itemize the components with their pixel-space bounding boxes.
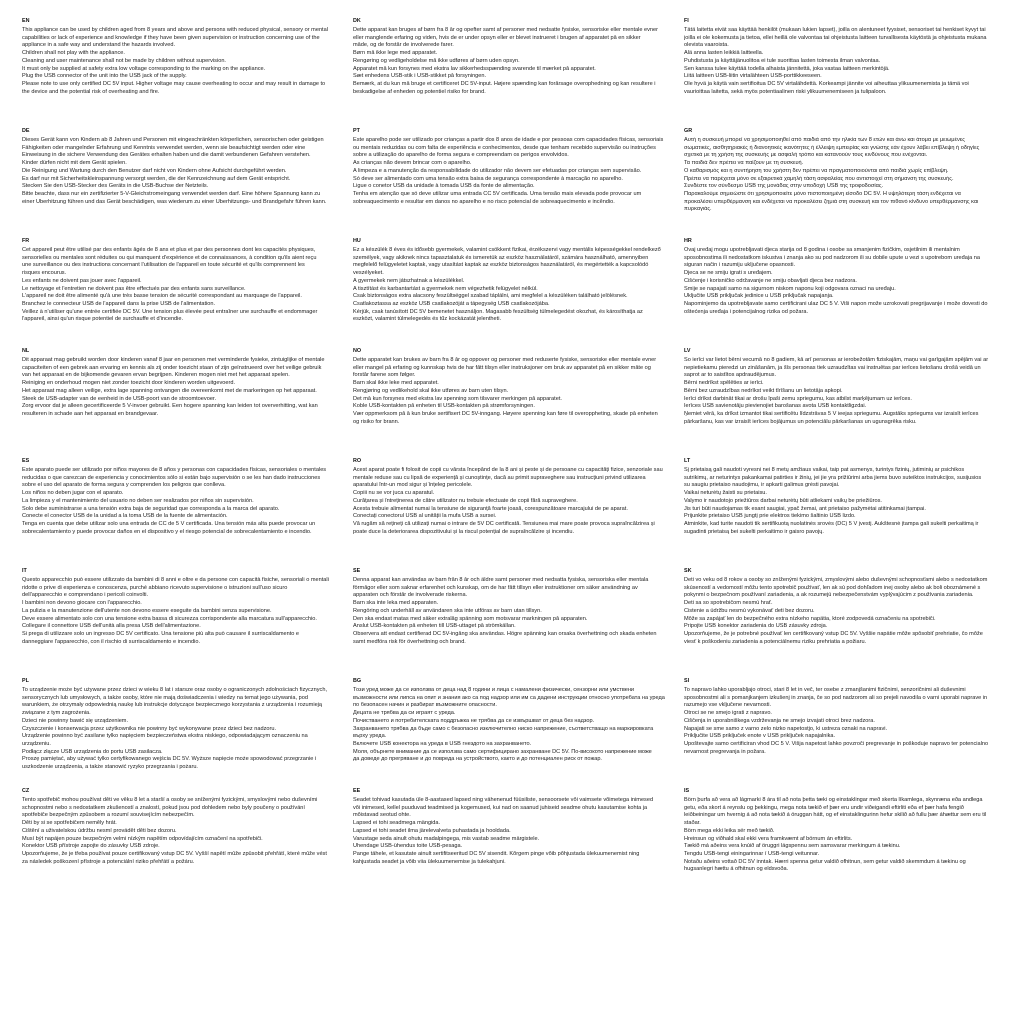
instruction-line: Valymo ir naudotojo priežiūros darbai neturėtų būti atliekami vaikų be priežiūros. [684,497,882,504]
instruction-line: sugadinti prietaisą bei sukelti perkaitimo ir gaisro pavojų. [684,528,824,535]
instruction-line: This appliance can be used by children aged from 8 years and above and persons with reduced physical, sensory or mental [22,27,328,33]
instruction-line: To napravo lahko uporabljajo otroci, stari 8 let in več, ter osebe z zmanjšanimi fizičnimi, senzoričnimi ali duševnimi [684,687,966,693]
instruction-line: mentale reduse sau cu lipsă de experiență și cunoștințe, dacă au primit supraveghere sau instrucțiuni privind utilizarea [353,474,646,481]
instruction-line: Observera att endast certifierad DC 5V-ingång ska användas. Högre spänning kan orsaka överhettning och skada enheten [353,630,657,637]
instruction-line: związane z tym zagrożenia. [22,710,91,717]
instruction-line: Csatlakoztassa az eszköz USB csatlakozóját a tápegység USB csatlakozójába. [353,300,550,307]
instruction-line: Copiii nu se vor juca cu aparatul. [353,490,435,497]
instruction-line: schopnostmi nebo s nedostatkem zkušeností a znalostí, pokud jsou pod dohledem nebo byly poučeny o používání [22,804,305,811]
language-block-en [22,18,342,128]
instruction-line: förmågor eller som saknar erfarenhet och kunskap, om de har fått tillsyn eller instruktioner om säker användning av [353,584,638,591]
instruction-line: Varustage seda ainult ohutu madalpingega, mis vastab seadme märgistele. [353,835,540,842]
instruction-line: Los niños no deben jugar con el aparato. [22,490,124,497]
instruction-line: einer Überhitzung führen und das Gerät beschädigen, was wiederum zu einer Überhitzungs- und Brandgefahr führen kann. [22,198,327,205]
instruction-line: joilla ei ole kokemusta ja tietoa, ellei heillä ole valvontaa tai ohjeistusta laitteen turvallisesta käytöstä ja ohjeistusta mukana [684,34,987,41]
instruction-line: Conecte el conector USB de la unidad a la toma USB de la fuente de alimentación. [22,513,228,520]
instruction-lines [22,687,342,772]
instruction-line: leiðbeiningar um hvernig á að nota tækið á öruggan hátt, og ef einstaklingurinn hefur skilið að fullu þær áhættur sem eru til [684,812,987,819]
instruction-line: ou mentais reduzidas ou com falta de experiência e conhecimentos, desde que tenham recebido supervisão ou instruções [353,144,656,151]
instruction-line: σωματικές, αισθητηριακές ή διανοητικές ικανότητες ή έλλειψη εμπειρίας και γνώσης εάν έχουν λάβει επίβλεψη ή οδηγίες [684,144,980,151]
instruction-line: Steek de USB-adapter van de eenheid in de USB-poort van de stroomtoevoer. [22,395,217,402]
instruction-line: Upoštevajte samo certificiran vhod DC 5 V. Višja napetost lahko povzroči pregrevanje in poškoduje napravo ter potencialno [684,740,989,747]
instruction-lines [684,577,1004,646]
instruction-line: Barn skal ikke leke med apparatet. [353,380,439,387]
instruction-line: La pulizia e la manutenzione dell'utente non devono essere eseguite da bambini senza supervisione. [22,607,272,614]
language-block-ro [353,458,673,568]
language-column [22,18,342,1008]
instruction-lines [353,687,673,764]
instruction-line: mõistavad seotud ohte. [353,812,411,819]
instruction-line: Čišćenje i korisničko održavanje ne smiju obavljati djeca bez nadzora. [684,277,857,284]
language-block-lv [684,348,1004,458]
instruction-line: Collegare il connettore USB dell'unità alla presa USB dell'alimentazione. [22,623,201,630]
instruction-line: Čistenie a údržbu nesmú vykonávať deti bez dozoru. [684,607,815,614]
instruction-line: Kinder dürfen nicht mit dem Gerät spielen. [22,160,127,167]
instruction-line: Συνδέστε τον σύνδεσμο USB της μονάδας στην υποδοχή USB της τροφοδοσίας. [684,183,884,190]
instruction-line: apparaten och förstår de involverade riskerna. [353,592,468,599]
instruction-line: Det må kun forsynes med ekstra lav spenning som tilsvarer merkingen på apparatet. [353,395,562,402]
language-code: PT [353,128,360,134]
instruction-line: Πρέπει να παρέχεται μόνο σε εξαιρετικά χαμηλή τάση ασφαλείας που αντιστοιχεί στη σήμανση της συσκευής. [684,175,954,182]
language-column [684,18,1004,1008]
instruction-line: Stecken Sie den USB-Stecker des Geräts in die USB-Buchse der Netzteils. [22,183,209,190]
instruction-line: Branchez le connecteur USB de l'appareil dans la prise USB de l'alimentation. [22,300,216,307]
instruction-line: Älä anna lasten leikkiä laitteella. [684,50,764,57]
instruction-line: capaciteiten of een gebrek aan ervaring en kennis als zij onder toezicht staan of zijn geïnstrueerd over het veilige gebruik [22,364,322,371]
instruction-line: Puhdistusta ja käyttäjänuolitoa ei tule suorittaa lasten toimesta ilman valvontaa. [684,57,881,64]
language-code: RO [353,458,362,464]
instruction-lines [684,357,1004,426]
instruction-line: I bambini non devono giocare con l'apparecchio. [22,600,142,607]
language-block-cz [22,788,342,898]
instruction-line: viesť k poškodeniu zariadenia a potenciálnemu riziku prehriatia a požiaru. [684,638,867,645]
instruction-line: Atminkite, kad turite naudoti tik sertifikuotą nuolatinės srovės (DC) 5 V įvestį. Aukštesnė įtampa gali sukelti perkaitimą ir [684,520,979,527]
language-code: DK [353,18,361,24]
instruction-line: getu, eða skort á reynslu og þekkingu, mega nota tækið ef þær eru undir viðeigandi eftirliti eða ef þær hafa fengið [684,804,964,811]
instruction-line: Deti sa so spotrebičom nesmú hrať. [684,600,773,607]
instruction-line: spotřebiče bezpečným způsobem a rozumí souvisejícím nebezpečím. [22,812,195,819]
language-block-pt [353,128,673,238]
instruction-line: pārkaršanu, kas var izraisīt ierīces bojājumus un potenciālu pārkaršanas un ugunsgrēka risku. [684,418,917,425]
instruction-line: Börn mega ekki leika sér með tækið. [684,827,775,834]
instruction-line: A tisztítást és karbantartást a gyermekek nem végezhetik felügyelet nélkül. [353,285,538,292]
instruction-lines [353,27,673,96]
instruction-line: Conectați conectorul USB al unității la mufa USB a sursei. [353,513,497,520]
instruction-line: Koble USB-kontakten på enheten til USB-kontakten på strømforsyningen. [353,403,535,410]
instruction-line: Só deve ser alimentado com uma tensão extra baixa de segurança correspondente à marcação no aparelho. [353,175,623,182]
instruction-line: Apparatet må kun forsynes med ekstra lav sikkerhedsspænding svarende til mærket på apparatet. [353,65,596,72]
instruction-line: warunkiem, że otrzymały odpowiednią naukę lub instrukcje dotyczące bezpiecznego korzystania z urządzenia i rozumieją [22,702,323,709]
instruction-lines [22,137,342,206]
language-code: CZ [22,788,30,794]
instruction-line: Upozorňujeme, že je třeba používat pouze certifikovaný vstup DC 5V. Vyšší napětí může způsobit přehřátí, které může vést [22,850,327,857]
instruction-lines [684,247,1004,316]
instruction-line: Le nettoyage et l'entretien ne doivent pas être effectués par des enfants sans surveillance. [22,285,246,292]
instruction-line: urządzeniu. [22,740,51,747]
instruction-line: megfelelő felügyeletet kaptak, vagy utasítást kaptak az eszköz biztonságos használatáról, és megértették a kapcsolódó [353,262,649,269]
instruction-line: Börn þurfa að vera að lágmarki 8 ára til að nota þetta tæki og einstaklingar með skerta líkamlega, skynræna eða andlega [684,797,983,803]
instruction-line: Plug the USB connector of the unit into the USB jack of the supply. [22,73,187,80]
instruction-line: sobrecalentamiento y puede provocar daños en el dispositivo y el riesgo potencial de sobrecalentamiento e incendio. [22,528,312,535]
instruction-line: Children shall not play with the appliance. [22,50,125,57]
instruction-line: Dieses Gerät kann von Kindern ab 8 Jahren und Personen mit eingeschränkten körperlichen, sensorischen oder geistigen [22,137,324,143]
instruction-line: Este aparelho pode ser utilizado por crianças a partir dos 8 anos de idade e por pessoas com capacidades físicas, sensoriais [353,137,664,143]
instruction-line: Tengdu USB-tengi einingarinnar í USB-tengi veitunnar. [684,850,820,857]
language-block-fi [684,18,1004,128]
instruction-line: Включете USB конектора на уреда в USB гнездото на захранването. [353,740,532,747]
instruction-line: Zorg ervoor dat je alleen gecertificeerde 5 V-invoer gebruikt. Een hogere spanning kan leiden tot oververhitting, wat kan [22,403,318,410]
instruction-line: Podłącz złącze USB urządzenia do portu USB zasilacza. [22,748,163,755]
instruction-line: Djeca se ne smiju igrati s uređajem. [684,270,773,277]
instruction-line: beskadigelse af enheden og potentiel risiko for brand. [353,88,486,95]
instruction-line: възможности или липса на опит и знания ако са под надзор или им са дадени инструкции относно употребата на уреда [353,694,665,701]
instruction-line: Seadet tohivad kasutada üle 8-aastased lapsed ning vähenenud füüsiliste, sensoorsete või vaimsete võimetega inimesed [353,797,654,803]
instruction-lines [22,797,342,866]
instruction-line: Hreinsun og viðhald skal ekki vera framkvæmt af börnum án eftirlits. [684,835,853,842]
instruction-lines [22,27,342,96]
language-block-sk [684,568,1004,678]
instruction-line: Dit apparaat mag gebruikt worden door kinderen vanaf 8 jaar en personen met verminderde fysieke, zintuiglijke of mentale [22,357,325,363]
instruction-line: Pange tähele, et kasutate ainult sertifitseeritud DC 5V sisendit. Kõrgem pinge võib põhjustada ülekuumenemist ning [353,850,640,857]
instruction-line: Čištění a uživatelskou údržbu nesmí provádět děti bez dozoru. [22,827,177,834]
language-code: LV [684,348,691,354]
instruction-line: Tätä laitetta eivät saa käyttää henkilöt (mukaan lukien lapset), joilla on alentuneet fyysiset, sensoriset tai henkiset kyvyt tai [684,27,986,33]
instruction-lines [353,247,673,324]
instruction-line: Παρακαλούμε σημειώστε ότι χρησιμοποιείτε μόνο πιστοποιημένη είσοδο DC 5V. Η υψηλότερη τάση ενδέχεται να [684,190,961,197]
instruction-line: Børn må ikke lege med apparatet. [353,50,438,57]
language-block-pl [22,678,342,788]
language-block-dk [353,18,673,128]
instruction-line: Musí být napájen pouze bezpečným velmi nízkým napětím odpovídajícím označení na spotřebiči. [22,835,263,842]
instruction-line: van het apparaat en de bijkomende gevaren ervan begrijpen. Kinderen mogen niet met het apparaat spelen. [22,372,290,379]
instruction-line: Rengöring och underhåll av användaren ska inte utföras av barn utan tillsyn. [353,607,542,614]
instruction-line: Kérjük, csak tanúsított DC 5V bemenetet használjon. Magasabb feszültség túlmelegedést okozhat, és károsíthatja az [353,308,643,315]
instruction-line: eszközt, valamint túlmelegedés és tűz kockázatát jelentheti. [353,316,501,323]
instruction-line: Denna apparat kan användas av barn från 8 år och äldre samt personer med nedsatta fysiska, sensoriska eller mentala [353,577,649,583]
instruction-line: Ierīces USB savienotāju pievienojiet barošanas avota USB kontaktligzdai. [684,403,867,410]
instruction-lines [22,247,342,324]
instruction-line: Lapsed ei tohi seadmega mängida. [353,820,441,827]
instruction-line: Solo debe suministrarse a una tensión extra baja de seguridad que corresponda a la marca del aparato. [22,505,280,512]
instruction-lines [22,577,342,646]
instruction-line: siguran način i razumiju uključene opasnosti. [684,262,796,269]
instruction-line: σχετικά με τη χρήση της συσκευής με ασφαλή τρόπο και κατανοούν τους κινδύνους που ενέχονται. [684,152,928,159]
instruction-line: Tenha em atenção que só deve utilizar uma entrada CC 5V certificada. Uma tensão mais elevada pode provocar um [353,190,642,197]
instruction-line: sensorielles ou mentales sont réduites ou qui manquent d'expérience et de connaissances, à condition qu'ils aient reçu [22,254,317,261]
instruction-sheet [22,18,1004,1008]
instruction-line: reducidas o que carezcan de experiencia y conocimientos sólo si están bajo supervisión o se les han dado instrucciones [22,474,321,481]
instruction-line: Cet appareil peut être utilisé par des enfants âgés de 8 ans et plus et par des personnes dont les capacités physiques, [22,247,316,253]
instruction-line: Môže sa zapájať len do bezpečného extra nízkeho napätia, ktoré zodpovedá označeniu na spotrebiči. [684,615,936,622]
instruction-line: danneggiare l'apparecchio, con il rischio di surriscaldamento e incendio. [22,638,200,645]
instruction-line: Cleaning and user maintenance shall not be made by children without supervision. [22,57,226,64]
instruction-line: Ο καθαρισμός και η συντήρηση του χρήστη δεν πρέπει να πραγματοποιούνται από παιδιά χωρίς επίβλεψη. [684,167,949,174]
instruction-line: Notaðu aðeins vottað DC 5V inntak. Hærri spenna getur valdið ofhitnun, sem getur valdið skemmdum á tækinu og [684,858,966,865]
instruction-line: Dette apparatet kan brukes av barn fra 8 år og oppover og personer med reduserte fysiske, sensoriske eller mentale evner [353,357,657,363]
instruction-lines [684,687,1004,756]
instruction-line: resulteren in schade aan het apparaat en brandgevaar. [22,410,159,417]
instruction-line: Les enfants ne doivent pas jouer avec l'appareil. [22,277,142,284]
instruction-line: Почистването и потребителската поддръжка не трябва да се извършват от деца без надзор. [353,717,595,724]
instruction-line: Urządzenie powinno być zasilane tylko napięciem bezpieczeństwa ekstra niskiego, odpowiadającym oznaczeniu na [22,733,308,740]
instruction-line: razumejo vse vključene nevarnosti. [684,702,772,709]
instruction-line: It must only be supplied at safety extra low voltage corresponding to the marking on the appliance. [22,65,266,72]
instruction-line: Napajati se sme samo z varno zelo nizko napetostjo, ki ustreza oznaki na napravi. [684,725,888,732]
instruction-line: su saugiu prietaiso naudojimu, ir apkarti galimus grėsti pavojai. [684,482,840,489]
instruction-lines [22,467,342,536]
instruction-line: по безопасен начин и разбират възможните опасности. [353,702,497,709]
language-code: GR [684,128,693,134]
instruction-line: Este aparato puede ser utilizado por niños mayores de 8 años y personas con capacidades físicas, sensoriales o mentales [22,467,327,473]
instruction-line: Prijunkite prietaiso USB jungtį prie elektros tiekimo šaltinio USB lizdo. [684,513,856,520]
instruction-line: Šo ierīci var lietot bērni vecumā no 8 gadiem, kā arī personas ar ierobežotām fiziskajām, maņu vai garīgajām spējām vai ar [684,357,989,363]
language-code: IS [684,788,690,794]
instruction-line: veszélyeket. [353,270,384,277]
instruction-lines [353,797,673,866]
instruction-line: Upozorňujeme, že je potrebné používať len certifikovaný vstup DC 5V. Vyššie napätie môže spôsobiť prehriatie, čo môže [684,630,983,637]
instruction-line: Es darf nur mit Sicherheitskleinspannung versorgt werden, die der Kennzeichnung auf dem Gerät entspricht. [22,175,291,182]
instruction-line: sutrikimų, ar neturintys pakankamai patirties ir žinių, jei jie yra prižiūrimi arba jiems buvo suteiktos instrukcijos, susijusios [684,474,982,481]
instruction-line: Barn ska inte leka med apparaten. [353,600,439,607]
instruction-lines [684,467,1004,536]
language-code: LT [684,458,691,464]
instruction-line: Bērni nedrīkst spēlēties ar ierīci. [684,380,764,387]
instruction-line: Smije se napajati samo na sigurnom niskom naponu koji odgovara oznaci na uređaju. [684,285,896,292]
language-code: SE [353,568,361,574]
instruction-line: une surveillance ou des instructions concernant l'utilisation de l'appareil en toute sécurité et qu'ils comprennent les [22,262,305,269]
instruction-line: Reiniging en onderhoud mogen niet zonder toezicht door kinderen worden uitgevoerd. [22,380,236,387]
language-block-se [353,568,673,678]
instruction-line: aparatului într-un mod sigur și înțeleg pericolele. [353,482,473,489]
instruction-line: Curățarea și întreținerea de către utilizator nu trebuie efectuate de copii fără supraveghere. [353,497,578,504]
instruction-line: hugsanlegri hættu á ofhitnun og eldsvoða. [684,866,789,873]
instruction-line: oštećenja uređaja i potencijalnog rizika od požara. [684,308,809,315]
instruction-lines [684,27,1004,96]
instruction-line: skúseností a vedomostí môžu tento spotrebič používať, len ak sú pod dohľadom inej osoby alebo ak boli oboznámené s [684,584,981,591]
instruction-line: risques encourus. [22,270,67,277]
instruction-line: As crianças não devem brincar com o aparelho. [353,160,472,167]
instruction-line: Моля, обърнете внимание да се използва само сертифицирано захранване DC 5V. По-високото напрежение може [353,748,652,755]
instruction-line: Rengjøring og vedlikehold skal ikke utføres av barn uten tilsyn. [353,387,509,394]
instruction-line: staðar. [684,820,701,827]
language-column [353,18,673,1008]
instruction-line: Dette apparat kan bruges af børn fra 8 år og opefter samt af personer med nedsatte fysiske, sensoriske eller mentale evner [353,27,659,33]
instruction-line: Този уред може да се използва от деца над 8 години и лица с намалени физически, сензорни или умствени [353,687,635,693]
instruction-line: Einweisung in die sichere Verwendung des Gerätes erhalten haben und die damit verbundenen Gefahren verstehen. [22,152,311,159]
instruction-lines [22,357,342,419]
instruction-lines [353,137,673,206]
language-block-lt [684,458,1004,568]
instruction-line: Děti by si se spotřebičem neměly hrát. [22,820,117,827]
instruction-line: La limpieza y el mantenimiento del usuario no deben ser realizados por niños sin supervisión. [22,497,254,504]
instruction-line: Liitä laitteen USB-liitin virtalähteen USB-porttikkeeseen. [684,73,822,80]
instruction-line: Deve essere alimentato solo con una tensione extra bassa di sicurezza corrispondente alla marcatura sull'apparecchio. [22,615,317,622]
instruction-line: Csak biztonságos extra alacsony feszültséggel szabad táplálni, ami megfelel a készüléken található jelölésnek. [353,293,628,300]
language-code: ES [22,458,30,464]
instruction-line: Lapsed ei tohi seadet ilma järelevalveta puhastada ja hooldada. [353,827,511,834]
instruction-line: dell'apparecchio e comprendano i pericoli coinvolti. [22,592,149,599]
instruction-line: sobre a utilização do aparelho de forma segura e compreendam os perigos envolvidos. [353,152,569,159]
instruction-line: Šį prietaisą gali naudoti vyresni nei 8 metų amžiaus vaikai, taip pat asmenys, turintys fizinių, jutiminių ar psichikos [684,467,965,473]
instruction-line: Jis turi būti naudojamas tik esant saugiai, ypač žemai, ant prietaiso pažymėtai atitinkamai įtampai. [684,505,926,512]
instruction-line: Ez a készülék 8 éves és idősebb gyermekek, valamint csökkent fizikai, érzékszervi vagy mentális képességekkel rendelkező [353,247,661,253]
instruction-line: sobre el uso del aparato de forma segura y comprenden los peligros que conlleva. [22,482,226,489]
language-block-nl [22,348,342,458]
language-block-is [684,788,1004,898]
language-block-no [353,348,673,458]
language-code: DE [22,128,30,134]
instruction-line: või inimesed, kellel puuduvad teadmised ja kogemused, kui nad on saanud juhiseid seadme ohutu kasutamise kohta ja [353,804,648,811]
instruction-line: Otroci se ne smejo igrati z napravo. [684,710,772,717]
language-code: HR [684,238,692,244]
instruction-line: Ierīci drīkst darbināt tikai ar drošu īpaši zemu spriegumu, kas atbilst marķējumam uz ierīces. [684,395,912,402]
language-block-si [684,678,1004,788]
instruction-line: Den ska endast matas med säker extralåg spänning som motsvarar markningen på apparaten. [353,615,588,622]
instruction-line: samt medföra risk för överhettning och brand. [353,638,466,645]
language-block-de [22,128,342,238]
instruction-line: sensorycznych lub umysłowych, a także osoby, które nie mają doświadczenia i wiedzy na temat jego używania, pod [22,694,308,701]
language-code: EN [22,18,30,24]
instruction-line: nepietiekamu pieredzi un zināšanām, ja šīs personas tiek uzraudzītas vai instruētas par ierīces lietošanu drošā veidā un [684,364,981,371]
language-code: PL [22,678,29,684]
language-block-es [22,458,342,568]
instruction-line: Czyszczenie i konserwacja przez użytkownika nie powinny być wykonywane przez dzieci bez nadzoru. [22,725,277,732]
language-code: FR [22,238,30,244]
language-block-hr [684,238,1004,348]
instruction-line: saprot ar to saistītos apdraudējumus. [684,372,777,379]
instruction-line: Acest aparat poate fi folosit de copii cu vârsta începând de la 8 ani și peste și de persoane cu capacități fizice, senzoriale sau [353,467,663,473]
instruction-line: Vær oppmerksom på å kun bruke sertifisert DC 5V-inngang. Høyere spenning kan føre til overoppheting, skade på enheten [353,410,658,417]
instruction-line: eller mangel på erfaring og kunnskap hvis de har fått tilsyn eller instruksjoner om bruk av apparatet på en sikker måte og [353,364,651,371]
instruction-line: Čiščenja in uporabniškega vzdrževanja ne smejo izvajati otroci brez nadzora. [684,717,875,724]
instruction-line: olevista vaaroista. [684,42,729,49]
language-code: NL [22,348,30,354]
instruction-line: Ņemiet vērā, ka drīkst izmantot tikai sertificētu līdzstrāvas 5 V ieejas spriegumu. Augstāks spriegums var izraisīt ierīces [684,410,979,417]
language-code: SK [684,568,692,574]
instruction-line: върху уреда. [353,733,387,740]
instruction-line: Veillez à n'utiliser qu'une entrée certifiée DC 5V. Une tension plus élevée peut entraîner une surchauffe et endommager [22,308,318,315]
instruction-line: kahjustada seadet ja võib viia ülekuumenemise ja tulekahjuni. [353,858,506,865]
language-block-hu [353,238,673,348]
instruction-lines [353,467,673,536]
instruction-line: poate duce la deteriorarea dispozitivului și la riscul potențial de supraîncălzire și incendiu. [353,528,575,535]
language-code: FI [684,18,689,24]
instruction-line: Ühendage USB-ühendus toite USB-pesaga. [353,843,463,850]
instruction-lines [684,797,1004,874]
instruction-line: Bitte beachte, dass nur ein zertifizierter 5-V-Gleichstromeingang verwendet werden darf. Eine höhere Spannung kann zu [22,190,321,197]
language-code: HU [353,238,361,244]
language-code: NO [353,348,362,354]
instruction-line: Rengøring og vedligeholdelse må ikke udføres af børn uden opsyn. [353,57,520,64]
instruction-line: l'appareil, ainsi qu'un risque potentiel de surchauffe et d'incendie. [22,316,184,323]
instruction-line: Vaikai neturėtų žaisti su prietaisu. [684,490,767,497]
instruction-line: A limpeza e a manutenção da responsabilidade do utilizador não devem ser efetuadas por crianças sem supervisão. [353,167,642,174]
instruction-line: προκαλέσει υπερθέρμανση και ενδέχεται να προκαλέσει ζημιά στη συσκευή και τον πιθανό κίνδυνο υπερθέρμανσης και [684,198,979,205]
instruction-line: Die Reinigung und Wartung durch den Benutzer darf nicht von Kindern ohne Aufsicht durchgeführt werden. [22,167,287,174]
instruction-line: To urządzenie może być używane przez dzieci w wieku 8 lat i starsze oraz osoby o ograniczonych zdolnościach fizycznych, [22,687,328,693]
instruction-line: да доведе до прегряване и до повреда на устройството, както и до потенциален риск от пожар. [353,756,602,763]
instruction-line: Proszę pamiętać, aby używać tylko certyfikowanego wejścia DC 5V. Wyższe napięcie może spowodować przegrzanie i [22,756,317,763]
language-block-ee [353,788,673,898]
instruction-lines [353,357,673,426]
instruction-lines [353,577,673,646]
instruction-line: Tækið má aðeins vera knúið af öruggri lágspennu sem samsvarar merkingum á tækinu. [684,843,901,850]
instruction-line: måde, og de forstår de involverede farer. [353,42,454,49]
instruction-line: Bērni bez uzraudzības nedrīkst veikt tīrīšanu un lietotāja apkopi. [684,387,843,394]
instruction-line: uszkodzenie urządzenia, a także stanowić ryzyko przegrzania i pożaru. [22,764,198,771]
instruction-line: Sæt enhedens USB-stik i USB-stikket på forsyningen. [353,73,487,80]
instruction-line: Fähigkeiten oder mangelnder Erfahrung und Kenntnis verwendet werden, wenn sie beaufsichtigt werden oder eine [22,144,306,151]
instruction-line: személyek, vagy akiknek nincs tapasztalatuk és ismeretük az eszköz használatáról, számára használható, amennyiben [353,254,649,261]
instruction-line: Sen kanssa tulee käyttää todella alhaista jännitettä, joka vastaa laitteen merkintöjä. [684,65,890,72]
instruction-line: Tenga en cuenta que debe utilizar solo una entrada de CC de 5 V certificada. Una tensión más alta puede provocar un [22,520,316,527]
instruction-line: Napominjemo da upotrebljavate samo certificirani ulaz DC 5 V. Viši napon može uzrokovati pregrijavanje i može dovesti do [684,300,988,307]
instruction-line: eller manglende erfaring og viden, hvis de er under opsyn eller er blevet instrueret i brugen af apparatet på en sikker [353,34,641,41]
language-code: SI [684,678,690,684]
instruction-line: za následek poškození přístroje a potenciální riziko přehřátí a požáru. [22,858,195,865]
instruction-line: Si prega di utilizzare solo un ingresso DC 5V certificato. Una tensione più alta può causare il surriscaldamento e [22,630,300,637]
instruction-line: Децата не трябва да си играят с уреда. [353,710,456,717]
instruction-line: Pripojte USB konektor zariadenia do USB zásuvky zdroja. [684,623,828,630]
instruction-line: Ole hyvä ja käytä vain sertifioitua DC 5V virtalähdettä. Korkeampi jännite voi aiheuttaa ylikuumenemista ja tämä voi [684,80,969,87]
instruction-line: Anslut USB-kontakten på enheten till USB-uttaget på strömkällan. [353,623,516,630]
instruction-line: Uključite USB priključak jedinice u USB priključak napajanja. [684,293,834,300]
language-block-gr [684,128,1004,238]
language-block-fr [22,238,342,348]
instruction-line: Priključite USB priključek enote v USB priključek napajalnika. [684,733,836,740]
instruction-line: A gyermekek nem játszhatnak a készülékkel. [353,277,465,284]
instruction-line: Please note to use only certified DC 5V input. Higher voltage may cause overheating to occur and may result in damage to [22,80,326,87]
instruction-line: Questo apparecchio può essere utilizzato da bambini di 8 anni e oltre e da persone con capacità fisiche, sensoriali o mentali [22,577,329,583]
instruction-line: Захранването трябва да бъде само с безопасно изключително ниско напрежение, съответстващо на маркировката [353,725,654,732]
instruction-line: sposobnostmi ali s pomanjkanjem izkušenj in znanja, če so pod nadzorom ali so prejeli navodila o varni uporabi naprave in [684,694,988,701]
language-block-it [22,568,342,678]
instruction-line: Konektor USB přístroje zapojte do zásuvky USB zdroje. [22,843,160,850]
language-code: BG [353,678,362,684]
language-code: IT [22,568,27,574]
instruction-line: Ovaj uređaj mogu upotrebljavati djeca starija od 8 godina i osobe sa smanjenim fizičkim, osjetilnim ili mentalnim [684,247,960,253]
instruction-line: Acesta trebuie alimentat numai la tensiune de siguranță foarte joasă, corespunzătoare marcajului de pe aparat. [353,505,628,512]
instruction-line: Bemærk, at du kun må bruge et certificeret DC 5V-input. Højere spænding kan forårsage overophedning og kan resultere i [353,80,656,87]
instruction-line: vaurioittaa laitetta, sekä myös potentiaalinen riski ylikuumenemiseen ja tulipaloon. [684,88,887,95]
instruction-line: appliance in a safe way and understand the hazards involved. [22,42,175,49]
instruction-line: ridotte o prive di esperienza e conoscenza, purché abbiano ricevuto supervisione o istruzioni sull'uso sicuro [22,584,288,591]
instruction-line: Deti vo veku od 8 rokov a osoby so zníženými fyzickými, zmyslovými alebo duševnými schopnosťami alebo s nedostatkom [684,577,988,583]
instruction-line: sobreaquecimento e resultar em danos no aparelho e no risco potencial de sobreaquecimento e incêndio. [353,198,615,205]
instruction-line: Het apparaat mag alleen veilige, extra lage spanning ontvangen die overeenkomt met de markeringen op het apparaat. [22,387,317,394]
instruction-line: L'appareil ne doit être alimenté qu'à une très basse tension de sécurité correspondant au marquage de l'appareil. [22,293,302,300]
language-block-bg [353,678,673,788]
instruction-line: sposobnostima ili nedostatkom iskustva i znanja ako su pod nadzorom ili su dobile upute u vezi s upotrebom uređaja na [684,254,981,261]
instruction-line: πυρκαγιάς. [684,206,712,213]
instruction-line: Vă rugăm să rețineți că utilizați numai o intrare de 5V DC certificată. Tensiunea mai mare poate provoca supraîncălzirea și [353,520,655,527]
instruction-line: Dzieci nie powinny bawić się urządzeniem. [22,717,129,724]
instruction-line: forstår farene som følger. [353,372,416,379]
instruction-lines [684,137,1004,214]
instruction-line: capabilities or lack of experience and knowledge if they have been given supervision or instruction concerning use of the [22,34,320,41]
instruction-line: nevarnost pregrevanja in požara. [684,748,766,755]
instruction-line: the device and the potential risk of overheating and fire. [22,88,160,95]
instruction-line: Τα παιδιά δεν πρέπει να παίζουν με τη συσκευή. [684,160,804,167]
instruction-line: pokynmi o bezpečnom používaní zariadenia, a ak rozumejú nebezpečenstvám vyplývajúcim z používania zariadenia. [684,592,974,599]
instruction-line: Ligue o conetor USB da unidade à tomada USB da fonte de alimentação. [353,183,535,190]
instruction-line: Αυτή η συσκευή μπορεί να χρησιμοποιηθεί από παιδιά από την ηλικία των 8 ετών και άνω και άτομα με μειωμένες [684,137,965,143]
language-code: EE [353,788,361,794]
instruction-line: og risiko for brann. [353,418,400,425]
instruction-line: Tento spotřebič mohou používat děti ve věku 8 let a starší a osoby se sníženými fyzickými, smyslovými nebo duševními [22,797,318,803]
